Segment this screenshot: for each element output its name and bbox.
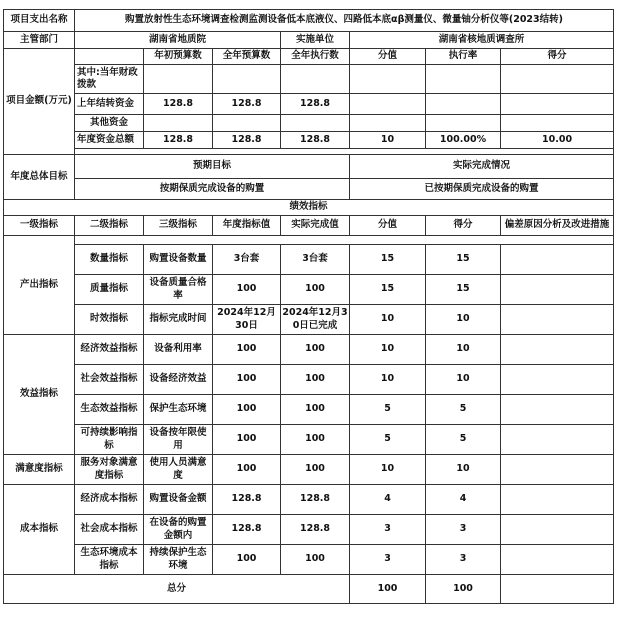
funds-rate [426, 65, 501, 94]
score: 10 [426, 365, 501, 395]
funds-row-other [4, 115, 614, 132]
target-value: 100 [213, 395, 281, 425]
group-label: 产出指标 [4, 236, 75, 335]
deviation-reason [501, 545, 614, 575]
funds-row-total [4, 132, 614, 149]
actual-value: 128.8 [281, 485, 350, 515]
funds-header-row [4, 49, 614, 65]
table-row [4, 365, 614, 395]
level2-name: 质量指标 [75, 275, 144, 305]
level3-name: 设备按年限使用 [144, 425, 213, 455]
deviation-reason [501, 395, 614, 425]
performance-evaluation-table [3, 9, 614, 604]
level3-name: 指标完成时间 [144, 305, 213, 335]
table-row [4, 305, 614, 335]
target-value: 100 [213, 545, 281, 575]
deviation-reason [501, 245, 614, 275]
funds-row-label: 其中:当年财政拨款 [75, 65, 144, 94]
goal-expected: 按期保质完成设备的购置 [75, 179, 350, 200]
deviation-reason [501, 515, 614, 545]
funds-exec [281, 115, 350, 132]
score-value: 10 [350, 455, 426, 485]
actual-value: 100 [281, 395, 350, 425]
funds-initial: 128.8 [144, 132, 213, 149]
header-level3: 三级指标 [144, 216, 213, 236]
table-row [4, 425, 614, 455]
authority-value: 湖南省地质院 [75, 32, 281, 49]
project-name: 购置放射性生态环境调查检测监测设备低本底液仪、四路低本底αβ测量仪、微量铀分析仪等(2023结转) [75, 10, 614, 32]
header-annual-budget: 全年预算数 [213, 49, 281, 65]
implementer-value: 湖南省核地质调查所 [350, 32, 614, 49]
actual-value: 100 [281, 455, 350, 485]
table-row [4, 515, 614, 545]
target-value: 128.8 [213, 485, 281, 515]
deviation-reason [501, 275, 614, 305]
goal-actual: 已按期保质完成设备的购置 [350, 179, 614, 200]
deviation-reason [501, 455, 614, 485]
header-score: 得分 [501, 49, 614, 65]
level2-name: 服务对象满意度指标 [75, 455, 144, 485]
funds-initial [144, 65, 213, 94]
table-row [4, 245, 614, 275]
score: 10 [426, 455, 501, 485]
funds-score [501, 65, 614, 94]
table-row [4, 275, 614, 305]
header-annual-exec: 全年执行数 [281, 49, 350, 65]
score: 5 [426, 395, 501, 425]
score-value: 10 [350, 305, 426, 335]
score: 3 [426, 545, 501, 575]
total-row [4, 575, 614, 604]
target-value: 100 [213, 455, 281, 485]
level2-name: 经济成本指标 [75, 485, 144, 515]
header-reason: 偏差原因分析及改进措施 [501, 216, 614, 236]
header-score-value: 分值 [350, 49, 426, 65]
target-value: 100 [213, 275, 281, 305]
funds-rate [426, 115, 501, 132]
actual-value: 100 [281, 275, 350, 305]
funds-initial [144, 115, 213, 132]
level2-name: 经济效益指标 [75, 335, 144, 365]
actual-value: 2024年12月30日已完成 [281, 305, 350, 335]
level2-name: 生态效益指标 [75, 395, 144, 425]
funds-annual: 128.8 [213, 94, 281, 115]
perf-title: 绩效指标 [4, 200, 614, 216]
funds-exec: 128.8 [281, 94, 350, 115]
funds-value [350, 94, 426, 115]
funds-rate: 100.00% [426, 132, 501, 149]
header-target: 年度指标值 [213, 216, 281, 236]
group-label: 效益指标 [4, 335, 75, 455]
funds-row-carryover [4, 94, 614, 115]
score-value: 10 [350, 365, 426, 395]
org-row [4, 32, 614, 49]
project-name-label: 项目支出名称 [4, 10, 75, 32]
score-value: 5 [350, 395, 426, 425]
level2-name: 生态环境成本指标 [75, 545, 144, 575]
funds-annual [213, 115, 281, 132]
header-actual: 实际完成值 [281, 216, 350, 236]
deviation-reason [501, 485, 614, 515]
level2-name: 数量指标 [75, 245, 144, 275]
funds-rate [426, 94, 501, 115]
score-value: 15 [350, 245, 426, 275]
funds-annual: 128.8 [213, 132, 281, 149]
actual-value: 128.8 [281, 515, 350, 545]
goal-label: 年度总体目标 [4, 155, 75, 200]
level3-name: 保护生态环境 [144, 395, 213, 425]
score-value: 3 [350, 545, 426, 575]
funds-score [501, 94, 614, 115]
header-exec-rate: 执行率 [426, 49, 501, 65]
level2-name: 社会成本指标 [75, 515, 144, 545]
target-value: 2024年12月30日 [213, 305, 281, 335]
level3-name: 购置设备金额 [144, 485, 213, 515]
level2-name: 可持续影响指标 [75, 425, 144, 455]
deviation-reason [501, 365, 614, 395]
table-body [4, 10, 614, 604]
perf-header-row [4, 216, 614, 236]
target-value: 128.8 [213, 515, 281, 545]
score: 10 [426, 335, 501, 365]
funds-exec: 128.8 [281, 132, 350, 149]
funds-value: 10 [350, 132, 426, 149]
goal-content-row [4, 179, 614, 200]
total-label: 总分 [4, 575, 350, 604]
level3-name: 设备利用率 [144, 335, 213, 365]
level2-name: 社会效益指标 [75, 365, 144, 395]
actual-value: 100 [281, 335, 350, 365]
level3-name: 在设备的购置金额内 [144, 515, 213, 545]
actual-value: 100 [281, 425, 350, 455]
header-level2: 二级指标 [75, 216, 144, 236]
goal-header-row [4, 155, 614, 179]
funds-row-label: 其他资金 [75, 115, 144, 132]
header-score: 得分 [426, 216, 501, 236]
group-label: 满意度指标 [4, 455, 75, 485]
level3-name: 持续保护生态环境 [144, 545, 213, 575]
actual-value: 100 [281, 545, 350, 575]
score: 3 [426, 515, 501, 545]
target-value: 100 [213, 425, 281, 455]
header-value: 分值 [350, 216, 426, 236]
score: 15 [426, 245, 501, 275]
funds-group-label: 项目金额(万元) [4, 49, 75, 155]
funds-row-fiscal [4, 65, 614, 94]
project-name-row [4, 10, 614, 32]
goal-expected-header: 预期目标 [75, 155, 350, 179]
deviation-reason [501, 335, 614, 365]
score-value: 3 [350, 515, 426, 545]
funds-header-blank [75, 49, 144, 65]
score-value: 10 [350, 335, 426, 365]
funds-score [501, 115, 614, 132]
level3-name: 购置设备数量 [144, 245, 213, 275]
output-spacer [75, 236, 614, 245]
table-row [4, 335, 614, 365]
implementer-label: 实施单位 [281, 32, 350, 49]
header-level1: 一级指标 [4, 216, 75, 236]
score: 4 [426, 485, 501, 515]
table-row [4, 545, 614, 575]
total-reason [501, 575, 614, 604]
goal-actual-header: 实际完成情况 [350, 155, 614, 179]
actual-value: 100 [281, 365, 350, 395]
level3-name: 设备质量合格率 [144, 275, 213, 305]
score: 10 [426, 305, 501, 335]
funds-annual [213, 65, 281, 94]
score-value: 5 [350, 425, 426, 455]
funds-value [350, 65, 426, 94]
target-value: 100 [213, 335, 281, 365]
table-row [4, 485, 614, 515]
score-value: 4 [350, 485, 426, 515]
perf-title-row [4, 200, 614, 216]
target-value: 100 [213, 365, 281, 395]
total-value: 100 [350, 575, 426, 604]
funds-value [350, 115, 426, 132]
funds-exec [281, 65, 350, 94]
group-label: 成本指标 [4, 485, 75, 575]
score: 5 [426, 425, 501, 455]
score-value: 15 [350, 275, 426, 305]
total-score: 100 [426, 575, 501, 604]
output-spacer-row [4, 236, 614, 245]
table-row [4, 395, 614, 425]
authority-label: 主管部门 [4, 32, 75, 49]
deviation-reason [501, 425, 614, 455]
level3-name: 设备经济效益 [144, 365, 213, 395]
level2-name: 时效指标 [75, 305, 144, 335]
actual-value: 3台套 [281, 245, 350, 275]
score: 15 [426, 275, 501, 305]
funds-row-label: 上年结转资金 [75, 94, 144, 115]
header-initial-budget: 年初预算数 [144, 49, 213, 65]
funds-score: 10.00 [501, 132, 614, 149]
deviation-reason [501, 305, 614, 335]
funds-initial: 128.8 [144, 94, 213, 115]
funds-row-label: 年度资金总额 [75, 132, 144, 149]
target-value: 3台套 [213, 245, 281, 275]
table-row [4, 455, 614, 485]
level3-name: 使用人员满意度 [144, 455, 213, 485]
